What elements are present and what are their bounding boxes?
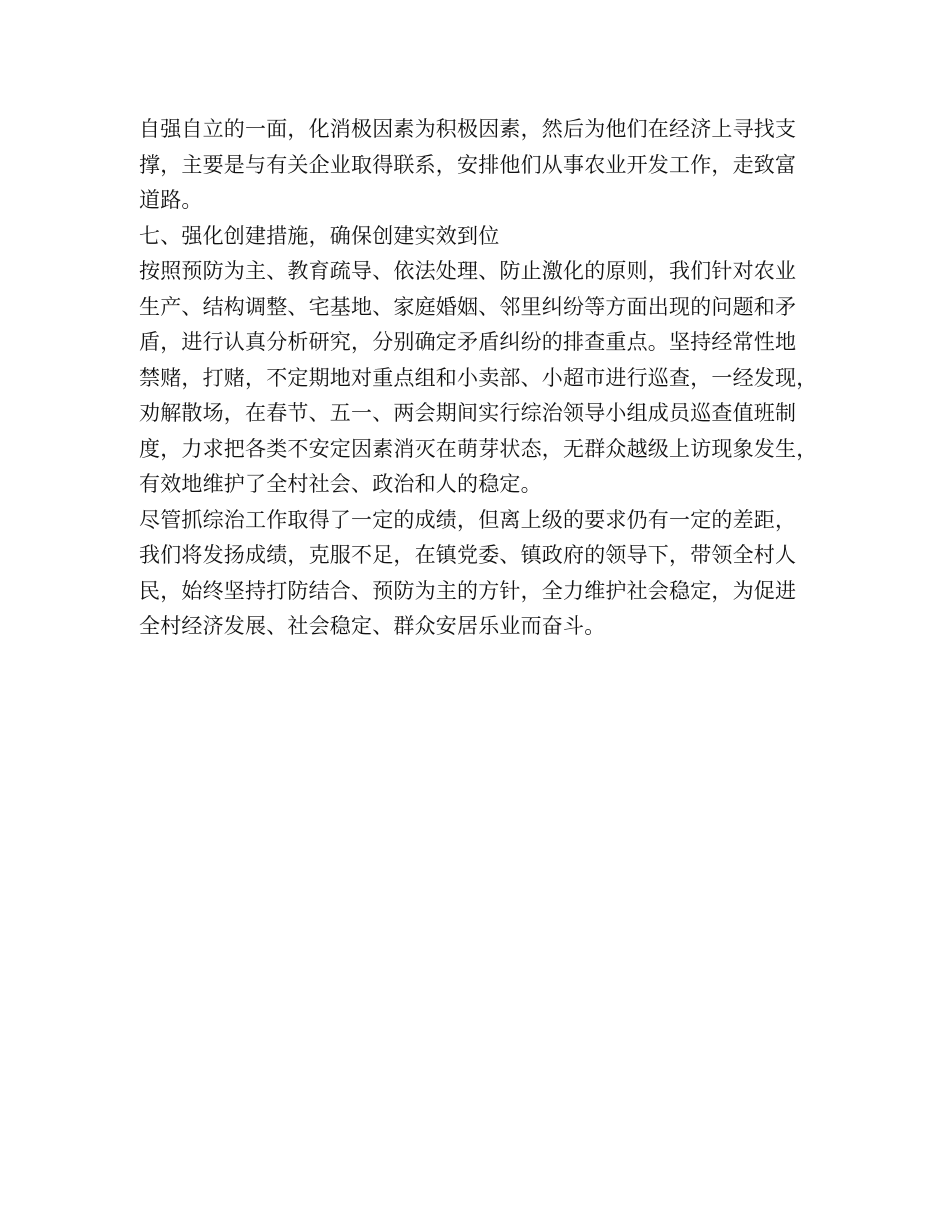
section-heading: 七、强化创建措施，确保创建实效到位 [139, 223, 500, 248]
text-line: 盾，进行认真分析研究，分别确定矛盾纠纷的排查重点。坚持经常性地 [139, 330, 797, 354]
text-line: 度，力求把各类不安定因素消灭在萌芽状态，无群众越级上访现象发生， [139, 436, 818, 461]
text-line: 生产、结构调整、宅基地、家庭婚姻、邻里纠纷等方面出现的问题和矛 [139, 294, 797, 319]
text-line: 劝解散场，在春节、五一、两会期间实行综治领导小组成员巡查值班制 [139, 401, 797, 425]
text-line: 有效地维护了全村社会、政治和人的稳定。 [139, 472, 542, 496]
text-line: 按照预防为主、教育疏导、依法处理、防止激化的原则，我们针对农业 [139, 259, 797, 283]
text-line: 禁赌，打赌，不定期地对重点组和小卖部、小超市进行巡查，一经发现， [139, 365, 818, 390]
text-line: 撑，主要是与有关企业取得联系，安排他们从事农业开发工作，走致富 [139, 152, 797, 177]
text-line: 尽管抓综治工作取得了一定的成绩，但离上级的要求仍有一定的差距， [139, 507, 797, 532]
text-line: 自强自立的一面，化消极因素为积极因素，然后为他们在经济上寻找支 [139, 117, 797, 141]
text-line: 全村经济发展、社会稳定、群众安居乐业而奋斗。 [139, 614, 606, 638]
text-line: 民，始终坚持打防结合、预防为主的方针，全力维护社会稳定，为促进 [139, 578, 797, 603]
document-body [139, 112, 829, 645]
text-line: 道路。 [139, 188, 203, 212]
text-line: 我们将发扬成绩，克服不足，在镇党委、镇政府的领导下，带领全村人 [139, 543, 797, 567]
